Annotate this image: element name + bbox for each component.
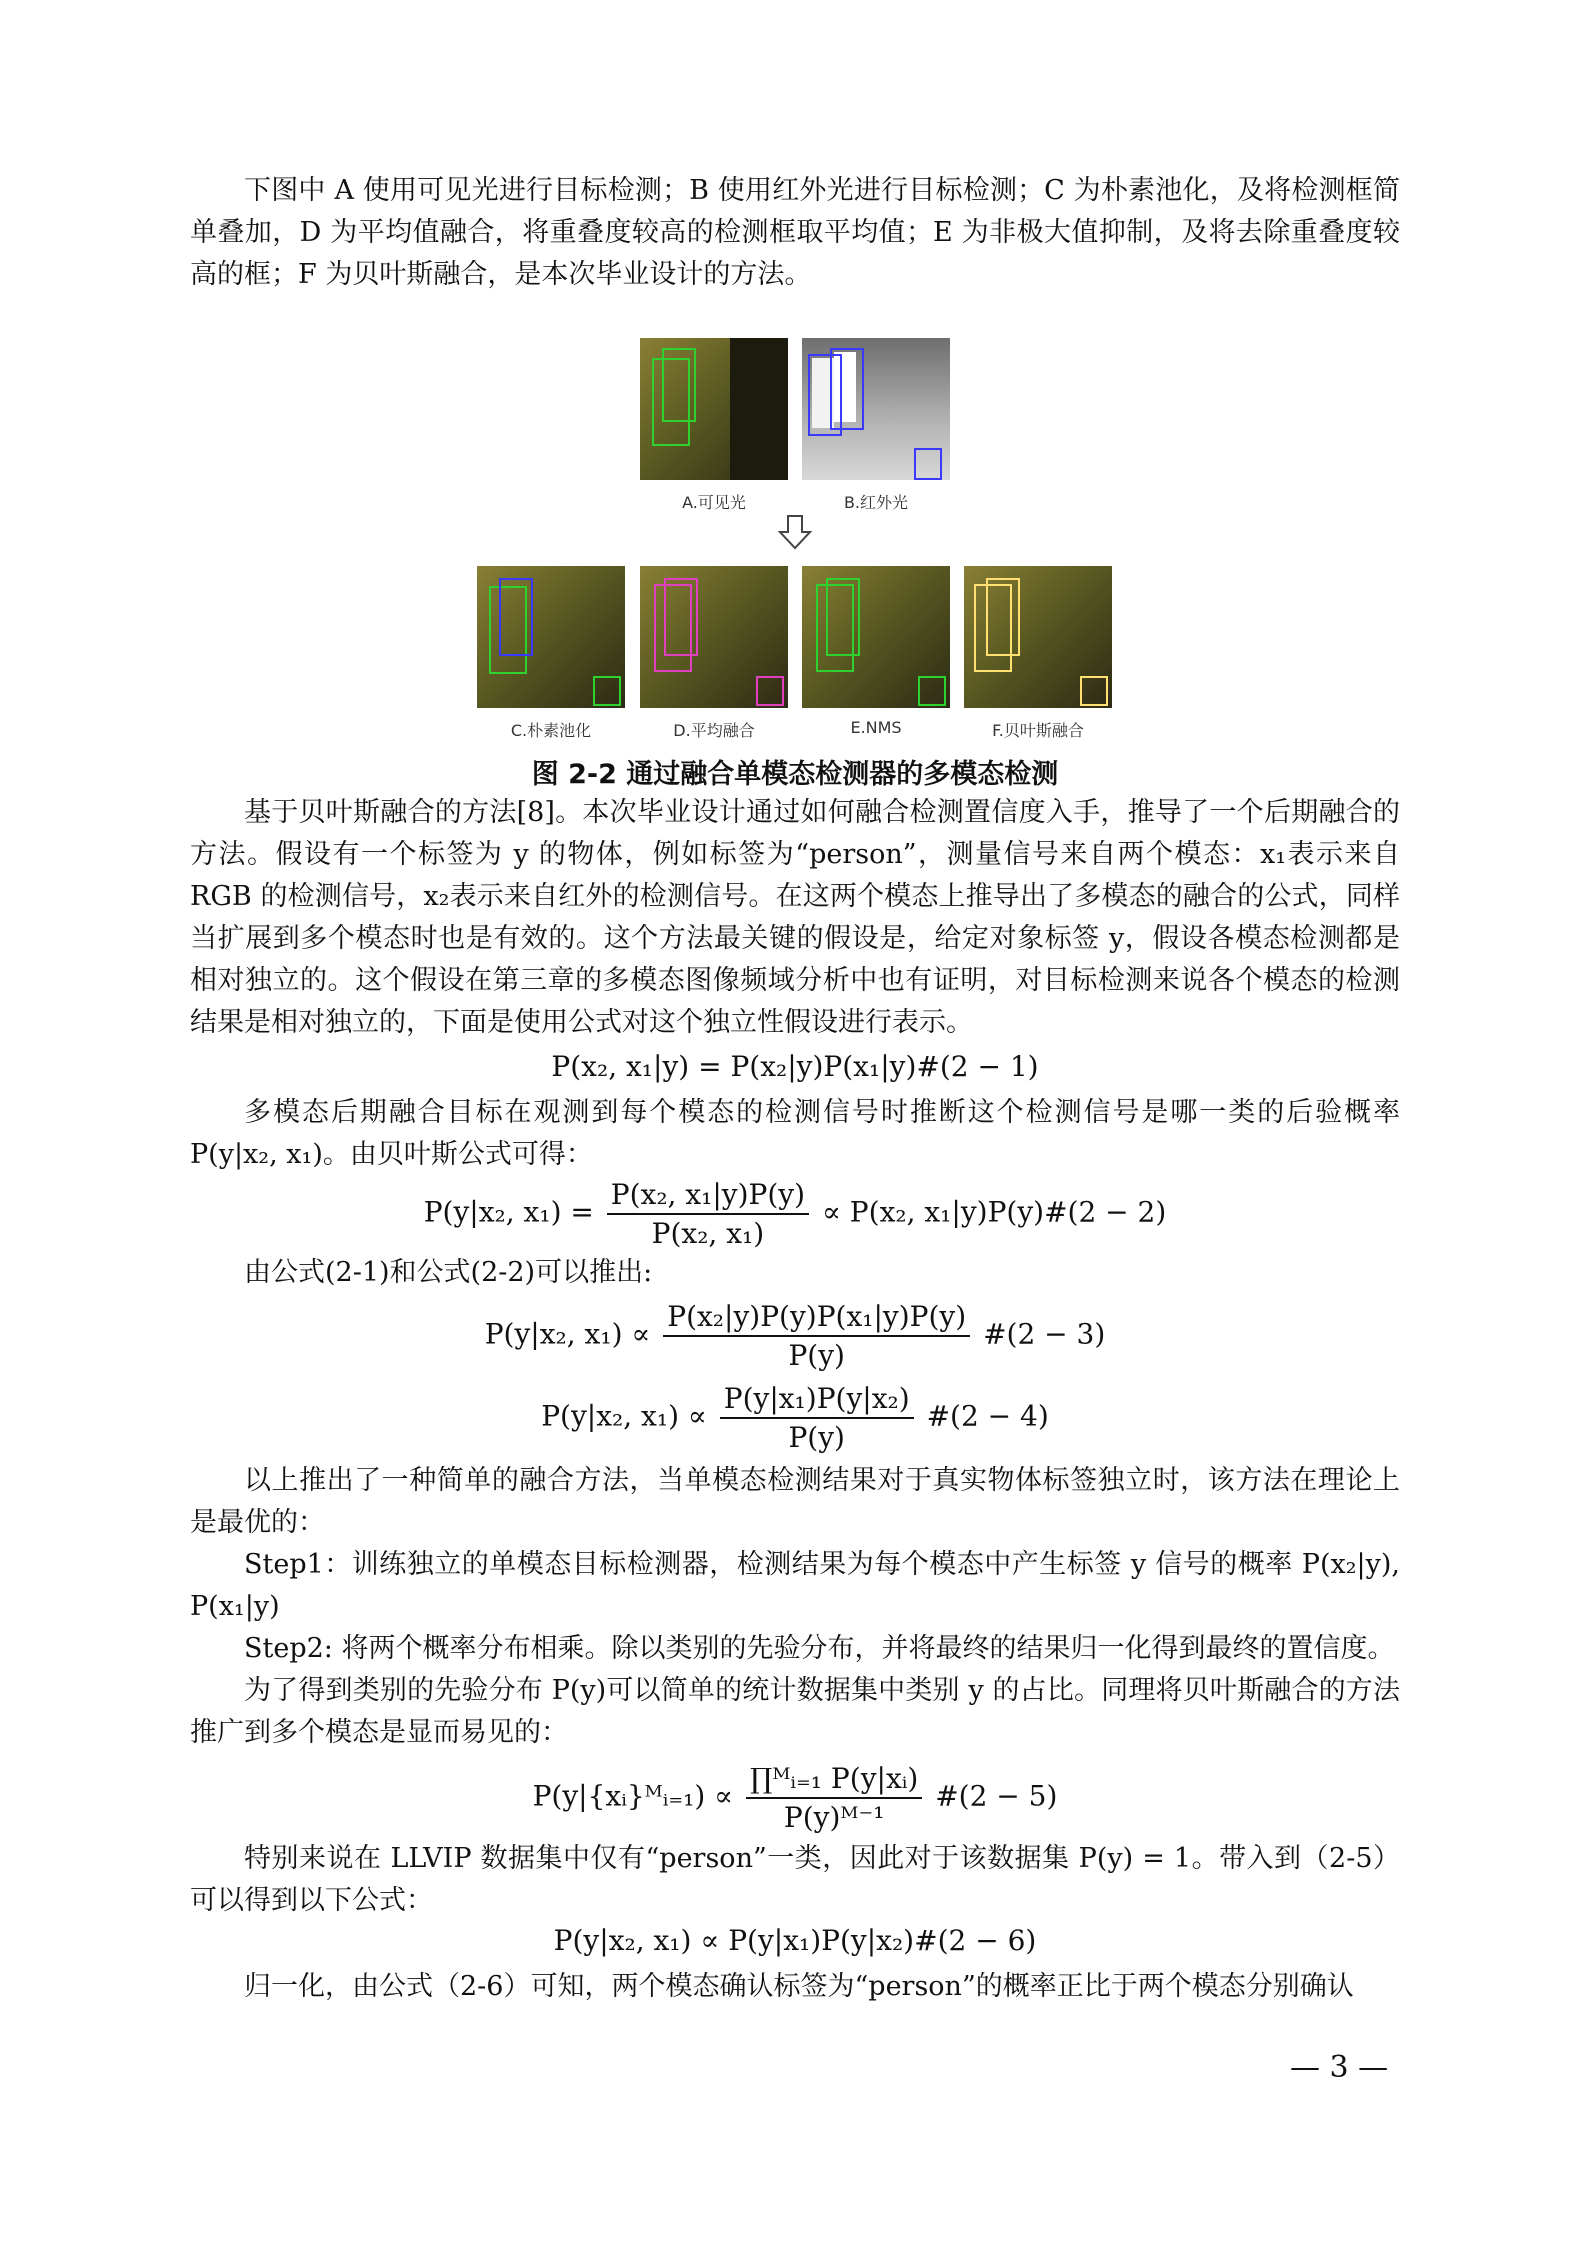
equation-2-3 [190, 1300, 1400, 1372]
image-infrared-detection [802, 338, 950, 480]
image-nms [802, 566, 950, 708]
figure-label-c: C.朴素池化 [510, 721, 592, 740]
equation-2-1: P(x₂, x₁|y) = P(x₂|y)P(x₁|y)#(2 − 1) [551, 1050, 1039, 1083]
eq2-lhs: P(y|x₂, x₁) = [423, 1195, 594, 1229]
eq2-denominator: P(x₂, x₁) [651, 1217, 765, 1250]
page-number: — 3 — [1290, 2050, 1389, 2085]
eq4-lhs: P(y|x₂, x₁) ∝ [541, 1399, 707, 1433]
paragraph-figure-intro: 下图中 A 使用可见光进行目标检测；B 使用红外光进行目标检测；C 为朴素池化，及将检测框简单叠加，D 为平均值融合，将重叠度较高的检测框取平均值；E 为非极大值抑制，及将去除重叠度较高的框；F 为贝叶斯融合，是本次毕业设计的方法。 [190, 175, 1400, 290]
eq5-lhs: P(y|{xᵢ}ᴹᵢ₌₁) ∝ [532, 1779, 734, 1813]
figure-caption: 图 2-2 通过融合单模态检测器的多模态检测 [531, 759, 1059, 790]
equation-2-4 [190, 1382, 1400, 1454]
image-average-fusion [640, 566, 788, 708]
equation-2-2 [190, 1178, 1400, 1250]
eq3-rhs: #(2 − 3) [983, 1317, 1106, 1351]
eq5-numerator: ∏ᴹᵢ₌₁ P(y|xᵢ) [746, 1762, 922, 1799]
figure-label-e: E.NMS [850, 718, 902, 737]
eq3-lhs: P(y|x₂, x₁) ∝ [484, 1317, 651, 1351]
paragraph-optimal: 以上推出了一种简单的融合方法，当单模态检测结果对于真实物体标签独立时，该方法在理论上是最优的： [190, 1465, 1400, 1538]
image-bayesian-fusion [964, 566, 1112, 708]
paragraph-normalize: 归一化，由公式（2-6）可知，两个模态确认标签为“person”的概率正比于两个模态分别确认 [244, 1971, 1354, 2002]
equation-2-6: P(y|x₂, x₁) ∝ P(y|x₁)P(y|x₂)#(2 − 6) [553, 1924, 1037, 1957]
paragraph-llvip: 特别来说在 LLVIP 数据集中仅有“person”一类，因此对于该数据集 P(y) = 1。带入到（2-5）可以得到以下公式： [190, 1843, 1400, 1916]
eq4-fraction [720, 1382, 914, 1454]
figure-label-d: D.平均融合 [673, 721, 755, 740]
equation-2-5 [190, 1762, 1400, 1834]
paragraph-step1: Step1：训练独立的单模态目标检测器，检测结果为每个模态中产生标签 y 信号的概率 P(x₂|y), P(x₁|y) [190, 1549, 1400, 1622]
eq4-rhs: #(2 − 4) [926, 1399, 1049, 1433]
figure-label-f: F.贝叶斯融合 [992, 721, 1084, 740]
eq5-rhs: #(2 − 5) [935, 1779, 1058, 1813]
eq4-numerator: P(y|x₁)P(y|x₂) [720, 1382, 914, 1419]
eq5-denominator: P(y)ᴹ⁻¹ [783, 1801, 885, 1834]
down-arrow-icon [778, 514, 812, 550]
paragraph-posterior: 多模态后期融合目标在观测到每个模态的检测信号时推断这个检测信号是哪一类的后验概率 P(y|x₂, x₁)。由贝叶斯公式可得： [190, 1097, 1400, 1170]
eq3-fraction [663, 1300, 970, 1372]
paragraph-derivation: 由公式(2-1)和公式(2-2)可以推出: [244, 1257, 653, 1288]
image-naive-pooling [477, 566, 625, 708]
eq4-denominator: P(y) [788, 1421, 845, 1454]
image-visible-detection [640, 338, 788, 480]
paragraph-bayes-method: 基于贝叶斯融合的方法[8]。本次毕业设计通过如何融合检测置信度入手，推导了一个后期融合的方法。假设有一个标签为 y 的物体，例如标签为“person”，测量信号来自两个模态：x₁表示来自 RGB 的检测信号，x₂表示来自红外的检测信号。在这两个模态上推导出了多模态的融合的公式，同样当扩展到多个模态时也是有效的。这个方法最关键的假设是，给定对象标签 y，假设各模态检测都是相对独立的。这个假设在第三章的多模态图像频域分析中也有证明，对目标检测来说各个模态的检测结果是相对独立的，下面是使用公式对这个独立性假设进行表示。 [190, 797, 1400, 1038]
eq2-rhs: ∝ P(x₂, x₁|y)P(y)#(2 − 2) [821, 1195, 1167, 1229]
eq3-numerator: P(x₂|y)P(y)P(x₁|y)P(y) [663, 1300, 970, 1337]
eq3-denominator: P(y) [788, 1339, 845, 1372]
eq5-fraction [746, 1762, 922, 1834]
paragraph-prior: 为了得到类别的先验分布 P(y)可以简单的统计数据集中类别 y 的占比。同理将贝叶斯融合的方法推广到多个模态是显而易见的： [190, 1675, 1400, 1748]
eq2-fraction [607, 1178, 809, 1250]
figure-label-a: A.可见光 [682, 493, 746, 512]
figure-label-b: B.红外光 [843, 493, 909, 512]
eq2-numerator: P(x₂, x₁|y)P(y) [607, 1178, 809, 1215]
paragraph-step2: Step2: 将两个概率分布相乘。除以类别的先验分布，并将最终的结果归一化得到最终的置信度。 [244, 1633, 1395, 1664]
